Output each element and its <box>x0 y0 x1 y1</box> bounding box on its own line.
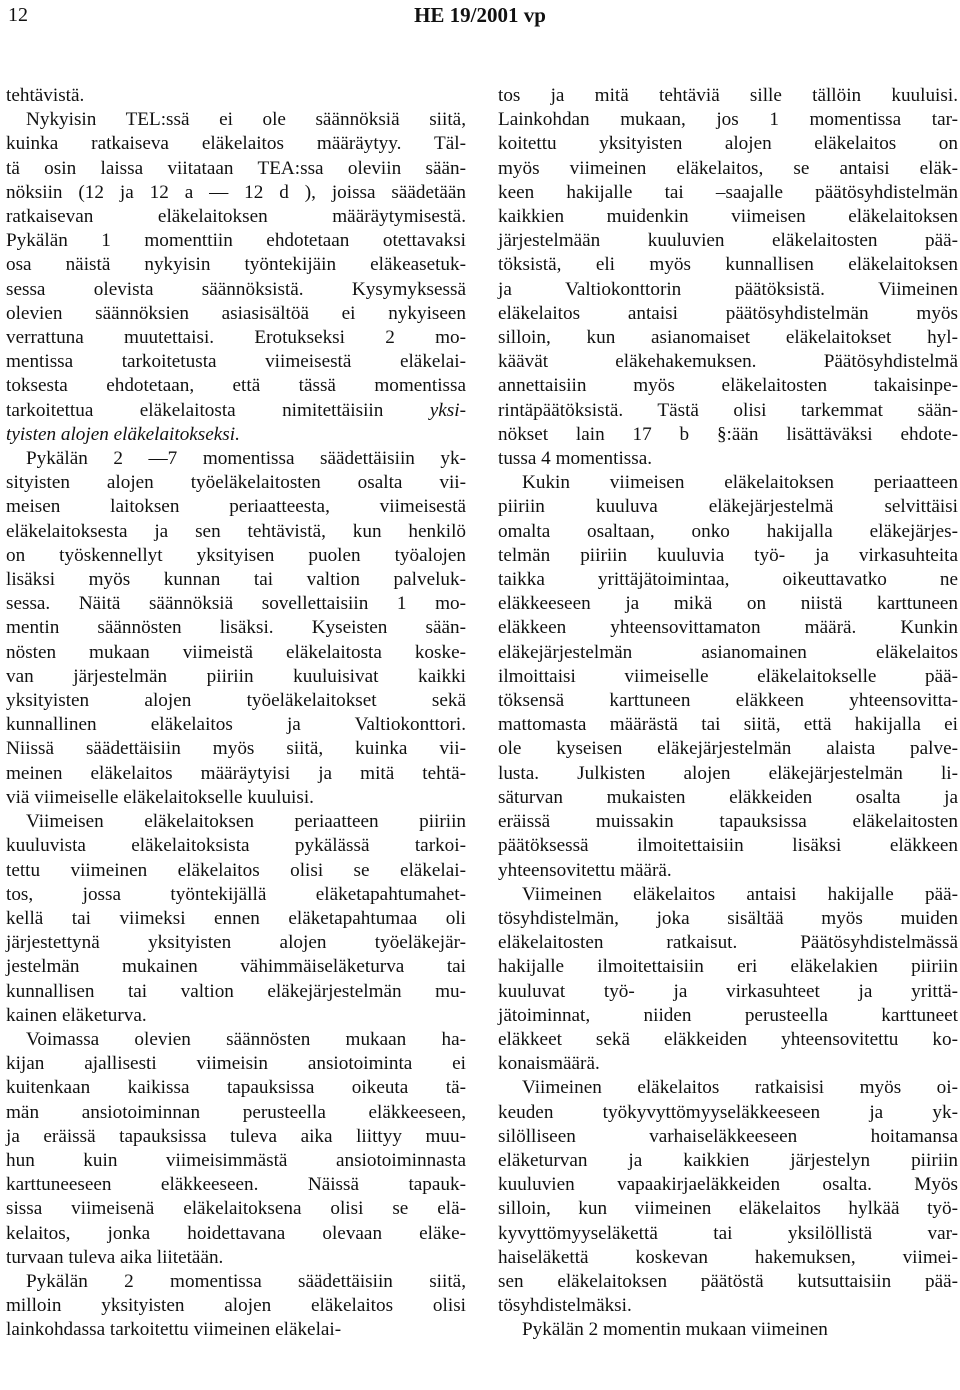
text-line: mentin säännösten lisäksi. Kyseisten sään- <box>6 617 466 639</box>
text-line: eläkelaitos antaisi päätösyhdistelmän myös <box>498 302 958 324</box>
left-text-column <box>6 84 466 1343</box>
text-line: omalta osaltaan, onko hakijalla eläkejärjes- <box>498 520 958 542</box>
text-line: keuden työkyvyttömyyseläkkeeseen ja yk- <box>498 1101 958 1123</box>
text-line: eläkelaitoksesta ja sen tehtävistä, kun henkilö <box>6 520 466 542</box>
text-line: ilmoittaisi viimeiselle eläkelaitokselle pää- <box>498 665 958 687</box>
text-line: kunnallisen tai valtion eläkejärjestelmän mu- <box>6 980 466 1002</box>
text-line: hakijalle ilmoitettaisiin eri eläkelakien piiriin <box>498 956 958 978</box>
text-line: nösten mukaan viimeistä eläkelaitosta koske- <box>6 641 466 663</box>
text-line: kyvyttömyyseläkettä tai yksilöllistä var- <box>498 1222 958 1244</box>
text-line: tettu viimeinen eläkelaitos olisi se eläkelai- <box>6 859 466 881</box>
text-line: olevien säännöksien asiasisältöä ei nykyiseen <box>6 302 466 324</box>
paragraph <box>6 447 466 810</box>
defined-term: yksi- <box>429 399 466 421</box>
paragraph <box>498 84 958 471</box>
paragraph <box>498 883 958 1077</box>
text-line: myös viimeinen eläkelaitos, se antaisi eläk- <box>498 157 958 179</box>
text-line: käävät eläkehakemuksen. Päätösyhdistelmä <box>498 351 958 373</box>
text-line: koitettu yksityisten alojen eläkelaitos on <box>498 133 958 155</box>
text-line: eläkkeen yhteensovittamaton määrä. Kunkin <box>498 617 958 639</box>
text-line: sen eläkelaitoksen päätöstä kutsuttaisiin pää- <box>498 1270 958 1292</box>
text-line: viä viimeiselle eläkelaitokselle kuuluisi. <box>6 786 314 808</box>
document-id: HE 19/2001 vp <box>414 3 546 27</box>
text-line: Pykälän 2 —7 momentissa säädettäisiin yk- <box>26 448 466 470</box>
text-line: kainen eläketurva. <box>6 1004 147 1026</box>
text-line: lainkohdassa tarkoitettu viimeinen eläkelai- <box>6 1319 342 1341</box>
text-line: rintäpäätöksistä. Tästä olisi tarkemmat sään- <box>498 399 958 421</box>
text-line: taikka yrittäjätoimintaa, oikeuttavatko ne <box>498 569 958 591</box>
text-line: kaikkien muidenkin viimeisen eläkelaitoksen <box>498 206 958 228</box>
text-line: konaismäärä. <box>498 1053 600 1075</box>
text-line: osa näistä nykyisin työntekijäin eläkeasetuk- <box>6 254 466 276</box>
text-line: Pykälän 1 momenttiin ehdotetaan otettavaksi <box>6 230 466 252</box>
text-line: sissa viimeisenä eläkelaitoksena olisi se elä- <box>6 1198 466 1220</box>
text-line: turvaan tuleva aika liitetään. <box>6 1246 224 1268</box>
text-line: eläkkeet sekä eläkkeiden yhteensovitettu ko- <box>498 1028 958 1050</box>
text-line: annettaisiin myös eläkelaitosten takaisinpe- <box>498 375 958 397</box>
text-line: ole kyseisen eläkejärjestelmän alaista palve- <box>498 738 958 760</box>
text-line: lusta. Julkisten alojen eläkejärjestelmän li- <box>498 762 958 784</box>
text-line: töksistä, eli myös kunnallisen eläkelaitoksen <box>498 254 958 276</box>
paragraph <box>6 1270 466 1343</box>
text-line: keen hakijalle tai –saajalle päätösyhdistelmän <box>498 181 958 203</box>
text-line: tarkoitettua eläkelaitosta nimitettäisiin yksi- <box>6 399 466 421</box>
text-line: Pykälän 2 momentissa säädettäisiin siitä, <box>26 1270 466 1292</box>
text-line: silloin, kun asianomaiset eläkelaitokset hyl- <box>498 327 958 349</box>
text-line: Pykälän 2 momentin mukaan viimeinen <box>522 1319 828 1341</box>
text-line: kunnallinen eläkelaitos ja Valtiokonttori. <box>6 714 466 736</box>
text-line: kelaitos, jonka hoidettavana olevaan eläke- <box>6 1222 466 1244</box>
text-line: kuuluvien vapaakirjaeläkkeiden osalta. Myös <box>498 1174 958 1196</box>
text-line: piiriin kuuluva eläkejärjestelmä selvittäisi <box>498 496 958 518</box>
text-line: päätöksessä ilmoitettaisiin lisäksi eläkkeen <box>498 835 958 857</box>
text-line: nökset lain 17 b §:ään lisättäväksi ehdote- <box>498 423 958 445</box>
text-line: karttuneeseen eläkkeeseen. Näissä tapauk- <box>6 1174 466 1196</box>
text-line: ja Valtiokonttorin päätöksistä. Viimeinen <box>498 278 958 300</box>
text-line: kijan ajallisesti viimeisin ansiotoiminta ei <box>6 1053 466 1075</box>
text-line: tä osin laissa viitataan TEA:ssa oleviin sään- <box>6 157 466 179</box>
text-line: yksityisten alojen työeläkelaitokset sekä <box>6 690 466 712</box>
text-line: meisen laitoksen periaatteesta, viimeisestä <box>6 496 466 518</box>
right-text-column <box>498 84 958 1343</box>
text-line: kellä tai viimeksi ennen eläketapahtumaa oli <box>6 907 466 929</box>
paragraph <box>498 1076 958 1318</box>
page-number: 12 <box>8 4 28 26</box>
text-line: nöksiin (12 ja 12 a — 12 d ), joissa säädetään <box>6 181 466 203</box>
text-line: kuuluvat työ- ja virkasuhteet ja yrittä- <box>498 980 958 1002</box>
text-line: eläkelaitosten ratkaisut. Päätösyhdistelmässä <box>498 932 958 954</box>
text-line: kuuluvista eläkelaitoksista pykälässä tarkoi- <box>6 835 466 857</box>
paragraph <box>6 1028 466 1270</box>
text-line: mattomasta määrästä tai siitä, että hakijalla ei <box>498 714 958 736</box>
text-line: kuinka ratkaiseva eläkelaitos määräytyy. Täl- <box>6 133 466 155</box>
text-line: van järjestelmän piiriin kuuluisivat kaikki <box>6 665 466 687</box>
text-line: Kukin viimeisen eläkelaitoksen periaatteen <box>522 472 958 494</box>
text-line: Viimeinen eläkelaitos ratkaisisi myös oi- <box>522 1077 958 1099</box>
text-line: meinen eläkelaitos määräytyisi ja mitä tehtä- <box>6 762 466 784</box>
text-line: eräissä muissakin tapauksissa eläkelaitosten <box>498 811 958 833</box>
text-line: säturvan mukaisten eläkkeiden osalta ja <box>498 786 958 808</box>
text-line: järjestettynä yksityisten alojen työeläkejär- <box>6 932 466 954</box>
text-line: män ansiotoiminnan perusteella eläkkeeseen, <box>6 1101 466 1123</box>
text-line: Lainkohdan mukaan, jos 1 momentissa tar- <box>498 109 958 131</box>
text-line: Voimassa olevien säännösten mukaan ha- <box>26 1028 466 1050</box>
text-line: hun kuin viimeisimmästä ansiotoiminnasta <box>6 1149 466 1171</box>
text-line: töksensä karttuneen eläkkeen yhteensovitta- <box>498 690 958 712</box>
text-line: tos, jossa työntekijällä eläketapahtumahet- <box>6 883 466 905</box>
text-line: verrattuna muutettaisi. Erotukseksi 2 mo- <box>6 327 466 349</box>
text-line: silloin, kun viimeinen eläkelaitos hylkää työ- <box>498 1198 958 1220</box>
text-line: haiseläkettä koskevan hakemuksen, viimei- <box>498 1246 958 1268</box>
paragraph <box>498 1318 958 1342</box>
text-line: telmän piiriin kuuluvia työ- ja virkasuhteita <box>498 544 958 566</box>
text-line: sessa. Näitä säännöksiä sovellettaisiin 1 mo- <box>6 593 466 615</box>
text-line: silölliseen varhaiseläkkeeseen hoitamansa <box>498 1125 958 1147</box>
paragraph <box>6 108 466 447</box>
text-line: jätoiminnat, niiden perusteella karttuneet <box>498 1004 958 1026</box>
text-line: jestelmän mukainen vähimmäiseläketurva tai <box>6 956 466 978</box>
text-line: lisäksi myös kunnan tai valtion palveluk- <box>6 569 466 591</box>
text-line: tösyhdistelmän, joka sisältää myös muiden <box>498 907 958 929</box>
text-line: kuitenkaan kaikissa tapauksissa oikeuta tä- <box>6 1077 466 1099</box>
text-line: toksesta ehdotetaan, että tässä momentissa <box>6 375 466 397</box>
paragraph <box>6 84 466 108</box>
text-line: järjestelmään kuuluvien eläkelaitosten pää- <box>498 230 958 252</box>
text-line: milloin yksityisten alojen eläkelaitos olisi <box>6 1295 466 1317</box>
text-line: mentissa tarkoitetusta viimeisestä eläkelai- <box>6 351 466 373</box>
text-line: eläkejärjestelmän asianomainen eläkelaitos <box>498 641 958 663</box>
text-line: tussa 4 momentissa. <box>498 448 653 470</box>
text-line: on työskennellyt yksityisen puolen työalojen <box>6 544 466 566</box>
text-line: Viimeisen eläkelaitoksen periaatteen piiriin <box>26 811 466 833</box>
text-line: tösyhdistelmäksi. <box>498 1295 632 1317</box>
text-line: sityisten alojen työeläkelaitosten osalta vii- <box>6 472 466 494</box>
defined-term: tyisten alojen eläkelaitokseksi. <box>6 423 240 445</box>
text-line: sessa olevista säännöksistä. Kysymyksessä <box>6 278 466 300</box>
text-line: ratkaisevan eläkelaitoksen määräytymisestä. <box>6 206 466 228</box>
text-line <box>6 423 466 447</box>
paragraph <box>6 810 466 1028</box>
text-line: Nykyisin TEL:ssä ei ole säännöksiä siitä, <box>26 109 466 131</box>
text-line: ja eräissä tapauksissa tuleva aika liittyy muu- <box>6 1125 466 1147</box>
paragraph <box>498 471 958 882</box>
text-line: Viimeinen eläkelaitos antaisi hakijalle pää- <box>522 883 958 905</box>
text-line: tos ja mitä tehtäviä sille tällöin kuuluisi. <box>498 85 958 106</box>
text-line: eläketurvan ja kaikkien järjestelyn piiriin <box>498 1149 958 1171</box>
text-line: yhteensovitettu määrä. <box>498 859 672 881</box>
text-line: tehtävistä. <box>6 85 85 106</box>
text-line: Niissä säädettäisiin myös siitä, kuinka vii- <box>6 738 466 760</box>
text-line: eläkkeeseen ja mikä on niistä karttuneen <box>498 593 958 615</box>
page-header <box>0 0 960 40</box>
